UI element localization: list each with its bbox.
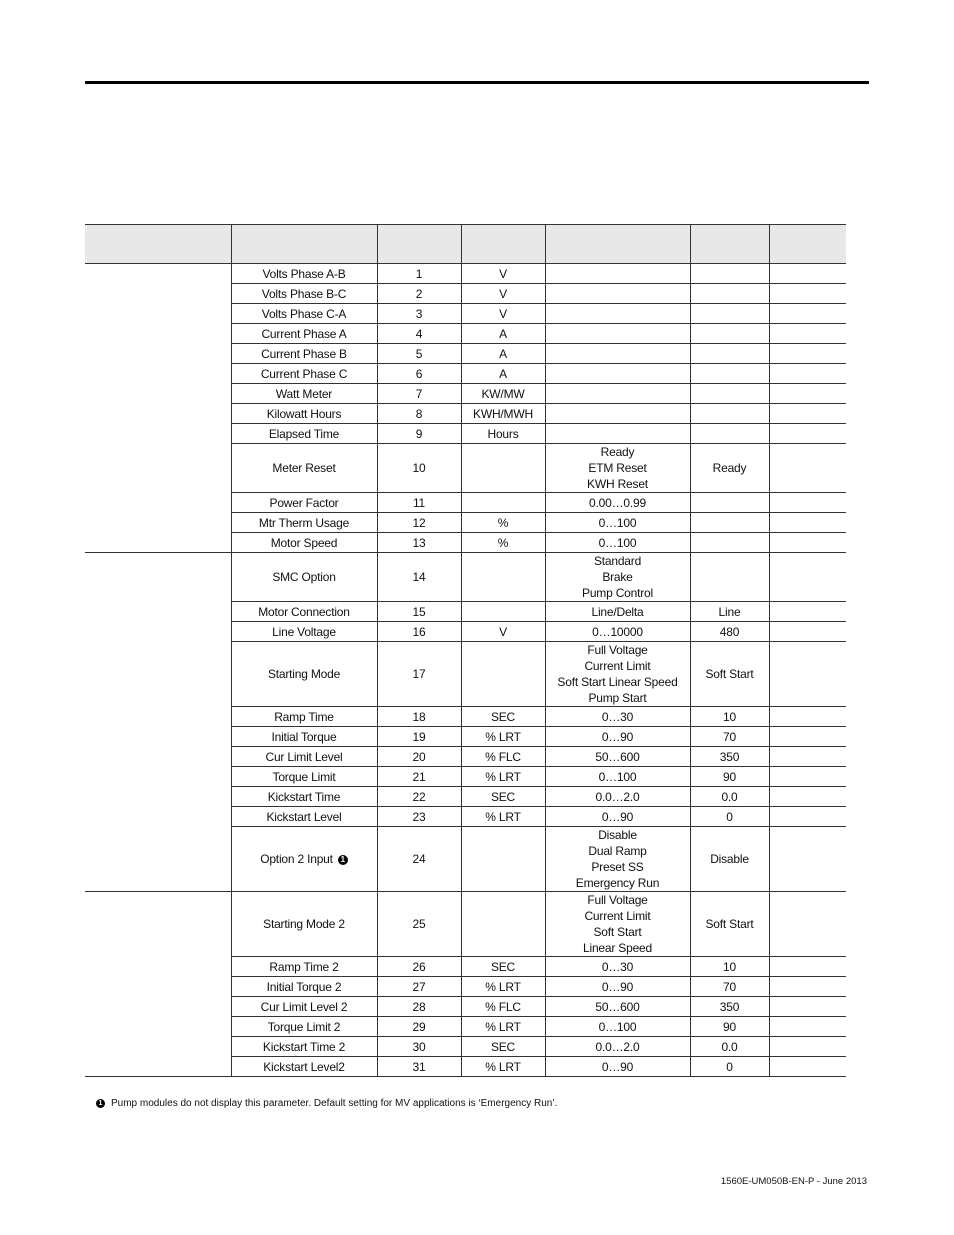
parameter-range xyxy=(545,384,690,404)
header-number xyxy=(377,225,461,264)
parameter-range xyxy=(545,977,690,997)
parameter-name xyxy=(231,513,377,533)
parameter-range xyxy=(545,444,690,493)
range-option: 0.0…2.0 xyxy=(595,789,640,804)
footnote-text: Pump modules do not display this parameter. Default setting for MV applications is ‘Emergency Run’. xyxy=(111,1098,558,1109)
parameter-number: 16 xyxy=(377,622,461,642)
header-group xyxy=(85,225,231,264)
range-option: Full Voltage xyxy=(587,643,648,657)
parameter-name-text: Motor Connection xyxy=(258,604,350,619)
parameter-name xyxy=(231,807,377,827)
parameter-name-text: Ramp Time xyxy=(274,709,334,724)
parameter-user-setting xyxy=(769,424,846,444)
range-option: 0.00…0.99 xyxy=(589,495,646,510)
parameter-default: 90 xyxy=(690,1017,769,1037)
parameter-default: 350 xyxy=(690,997,769,1017)
parameter-units: % LRT xyxy=(461,1017,545,1037)
parameter-default: 0 xyxy=(690,807,769,827)
parameter-default xyxy=(690,304,769,324)
parameter-default xyxy=(690,553,769,602)
parameter-user-setting xyxy=(769,264,846,284)
parameter-number: 15 xyxy=(377,602,461,622)
parameter-name xyxy=(231,1057,377,1077)
parameter-number: 11 xyxy=(377,493,461,513)
group-label xyxy=(85,892,231,1077)
parameter-name xyxy=(231,304,377,324)
parameter-units: % LRT xyxy=(461,767,545,787)
parameter-number: 27 xyxy=(377,977,461,997)
parameter-user-setting xyxy=(769,1017,846,1037)
parameter-range xyxy=(545,807,690,827)
parameter-name-text: Mtr Therm Usage xyxy=(258,515,350,530)
range-option: Soft Start Linear Speed xyxy=(557,675,678,689)
footnote xyxy=(96,1098,557,1109)
range-option: 0…90 xyxy=(601,729,634,744)
parameter-user-setting xyxy=(769,727,846,747)
parameter-range xyxy=(545,787,690,807)
parameter-range xyxy=(545,533,690,553)
parameter-units: A xyxy=(461,344,545,364)
parameter-range xyxy=(545,827,690,892)
parameter-name xyxy=(231,553,377,602)
range-option: 0…30 xyxy=(601,709,634,724)
parameter-range xyxy=(545,284,690,304)
parameter-name xyxy=(231,493,377,513)
range-option: 0…100 xyxy=(598,769,637,784)
parameter-range xyxy=(545,602,690,622)
range-option: Full Voltage xyxy=(587,893,648,907)
parameter-user-setting xyxy=(769,602,846,622)
parameter-name xyxy=(231,727,377,747)
parameter-units: SEC xyxy=(461,1037,545,1057)
parameter-name-text: Cur Limit Level xyxy=(265,749,343,764)
parameter-user-setting xyxy=(769,384,846,404)
range-option: Soft Start xyxy=(593,925,642,939)
parameter-name-text: Volts Phase B-C xyxy=(261,286,347,301)
range-option: 0…30 xyxy=(601,959,634,974)
parameter-user-setting xyxy=(769,304,846,324)
parameter-units: % xyxy=(461,533,545,553)
header-user-setting xyxy=(769,225,846,264)
parameter-name-text: Line Voltage xyxy=(272,624,336,639)
parameter-units: SEC xyxy=(461,957,545,977)
parameter-units: V xyxy=(461,304,545,324)
parameter-name xyxy=(231,622,377,642)
parameter-units xyxy=(461,493,545,513)
parameter-units xyxy=(461,444,545,493)
parameter-user-setting xyxy=(769,324,846,344)
parameter-range xyxy=(545,553,690,602)
parameter-units: V xyxy=(461,264,545,284)
parameter-user-setting xyxy=(769,957,846,977)
parameter-name xyxy=(231,1017,377,1037)
parameter-number: 12 xyxy=(377,513,461,533)
parameter-range xyxy=(545,493,690,513)
parameter-default: 0 xyxy=(690,1057,769,1077)
parameter-units: % LRT xyxy=(461,977,545,997)
parameter-name-text: Torque Limit xyxy=(272,769,336,784)
parameter-name xyxy=(231,324,377,344)
parameter-user-setting xyxy=(769,892,846,957)
range-option: 0.0…2.0 xyxy=(595,1039,640,1054)
parameter-range xyxy=(545,364,690,384)
footnote-marker-icon: 1 xyxy=(96,1099,105,1108)
parameter-number: 5 xyxy=(377,344,461,364)
parameter-units xyxy=(461,827,545,892)
parameter-number: 26 xyxy=(377,957,461,977)
parameter-default xyxy=(690,384,769,404)
parameter-units: SEC xyxy=(461,707,545,727)
parameter-range xyxy=(545,513,690,533)
parameter-units: SEC xyxy=(461,787,545,807)
parameter-user-setting xyxy=(769,553,846,602)
parameter-name xyxy=(231,957,377,977)
parameter-units: % FLC xyxy=(461,997,545,1017)
range-option: 0…90 xyxy=(601,1059,634,1074)
parameter-range xyxy=(545,727,690,747)
parameter-default: Ready xyxy=(690,444,769,493)
table-row xyxy=(85,264,846,284)
parameter-number: 10 xyxy=(377,444,461,493)
range-option: Pump Control xyxy=(582,586,653,600)
parameter-name xyxy=(231,264,377,284)
parameter-default xyxy=(690,493,769,513)
parameter-default: Soft Start xyxy=(690,642,769,707)
top-rule xyxy=(85,81,869,84)
parameter-name-text: Power Factor xyxy=(269,495,339,510)
parameter-number: 7 xyxy=(377,384,461,404)
parameter-name-text: Current Phase A xyxy=(261,326,347,341)
parameter-number: 20 xyxy=(377,747,461,767)
parameter-number: 8 xyxy=(377,404,461,424)
parameter-range xyxy=(545,892,690,957)
parameter-name xyxy=(231,602,377,622)
range-option: Current Limit xyxy=(584,909,651,923)
parameter-user-setting xyxy=(769,767,846,787)
parameter-name-text: Motor Speed xyxy=(270,535,338,550)
range-option: Standard xyxy=(593,554,642,568)
range-option: 50…600 xyxy=(595,999,640,1014)
parameter-units: % LRT xyxy=(461,807,545,827)
parameter-user-setting xyxy=(769,747,846,767)
parameter-name-text: Volts Phase C-A xyxy=(261,306,347,321)
parameter-name-text: Torque Limit 2 xyxy=(267,1019,341,1034)
parameter-name xyxy=(231,344,377,364)
parameter-name xyxy=(231,767,377,787)
parameter-default: Soft Start xyxy=(690,892,769,957)
parameter-name-text: Kickstart Time xyxy=(267,789,341,804)
parameter-range xyxy=(545,622,690,642)
parameter-number: 14 xyxy=(377,553,461,602)
header-units xyxy=(461,225,545,264)
parameter-name-text: Current Phase B xyxy=(261,346,347,361)
parameter-name-text: Starting Mode xyxy=(267,667,341,681)
parameter-name xyxy=(231,364,377,384)
range-option: Pump Start xyxy=(588,691,647,705)
parameter-name xyxy=(231,642,377,707)
parameter-range xyxy=(545,404,690,424)
range-option: 0…90 xyxy=(601,809,634,824)
parameter-default: 0.0 xyxy=(690,1037,769,1057)
parameter-user-setting xyxy=(769,787,846,807)
range-option: 50…600 xyxy=(595,749,640,764)
parameter-units: % LRT xyxy=(461,727,545,747)
parameter-units: KW/MW xyxy=(461,384,545,404)
parameter-default xyxy=(690,264,769,284)
parameter-range xyxy=(545,642,690,707)
parameter-default xyxy=(690,364,769,384)
parameter-range xyxy=(545,324,690,344)
parameter-name-text: Cur Limit Level 2 xyxy=(260,999,348,1014)
parameter-default xyxy=(690,513,769,533)
parameter-name-text: Initial Torque xyxy=(271,729,337,744)
parameter-default xyxy=(690,284,769,304)
parameter-name xyxy=(231,404,377,424)
parameter-number: 24 xyxy=(377,827,461,892)
header-range xyxy=(545,225,690,264)
parameter-units: % xyxy=(461,513,545,533)
parameter-default: 90 xyxy=(690,767,769,787)
parameter-units: A xyxy=(461,324,545,344)
range-option: Line/Delta xyxy=(591,604,644,619)
parameter-default: 350 xyxy=(690,747,769,767)
range-option: KWH Reset xyxy=(587,477,648,491)
parameter-range xyxy=(545,767,690,787)
parameter-name-text: SMC Option xyxy=(272,570,336,584)
parameter-name-text: Kickstart Time 2 xyxy=(262,1039,346,1054)
parameter-number: 1 xyxy=(377,264,461,284)
parameter-name-text: Kickstart Level2 xyxy=(263,1059,345,1074)
parameter-units: V xyxy=(461,622,545,642)
parameter-name-text: Volts Phase A-B xyxy=(262,266,346,281)
header-default xyxy=(690,225,769,264)
parameter-default: 10 xyxy=(690,957,769,977)
parameter-number: 4 xyxy=(377,324,461,344)
parameter-number: 2 xyxy=(377,284,461,304)
parameter-name xyxy=(231,1037,377,1057)
document-id: 1560E-UM050B-EN-P - June 2013 xyxy=(720,1176,867,1187)
parameter-units xyxy=(461,602,545,622)
parameter-name xyxy=(231,827,377,892)
parameter-user-setting xyxy=(769,997,846,1017)
range-option: Disable xyxy=(598,828,637,842)
range-option: Current Limit xyxy=(584,659,651,673)
parameter-number: 6 xyxy=(377,364,461,384)
parameter-name-text: Meter Reset xyxy=(272,461,336,475)
parameter-units: V xyxy=(461,284,545,304)
range-option: ETM Reset xyxy=(588,461,647,475)
parameter-number: 30 xyxy=(377,1037,461,1057)
parameter-name xyxy=(231,707,377,727)
header-parameter xyxy=(231,225,377,264)
parameter-number: 28 xyxy=(377,997,461,1017)
parameter-default xyxy=(690,324,769,344)
parameter-range xyxy=(545,344,690,364)
parameter-default: Line xyxy=(690,602,769,622)
parameter-name-text: Starting Mode 2 xyxy=(263,917,345,931)
parameter-name xyxy=(231,444,377,493)
parameter-user-setting xyxy=(769,642,846,707)
range-option: 0…10000 xyxy=(592,624,643,639)
group-label xyxy=(85,553,231,892)
group-label xyxy=(85,264,231,553)
parameter-name xyxy=(231,533,377,553)
parameter-range xyxy=(545,264,690,284)
parameter-default: 10 xyxy=(690,707,769,727)
parameter-number: 13 xyxy=(377,533,461,553)
parameter-user-setting xyxy=(769,513,846,533)
parameter-name-text: Initial Torque 2 xyxy=(266,979,342,994)
parameter-units xyxy=(461,553,545,602)
parameter-default xyxy=(690,424,769,444)
parameter-name xyxy=(231,977,377,997)
parameter-range xyxy=(545,747,690,767)
parameter-user-setting xyxy=(769,1037,846,1057)
parameter-name-text: Option 2 Input xyxy=(260,852,333,866)
range-option: Brake xyxy=(602,570,633,584)
parameter-units: % LRT xyxy=(461,1057,545,1077)
parameter-user-setting xyxy=(769,404,846,424)
parameter-table xyxy=(85,224,846,1077)
parameter-range xyxy=(545,957,690,977)
parameter-number: 9 xyxy=(377,424,461,444)
parameter-user-setting xyxy=(769,707,846,727)
parameter-number: 23 xyxy=(377,807,461,827)
parameter-number: 29 xyxy=(377,1017,461,1037)
parameter-default: 70 xyxy=(690,977,769,997)
parameter-user-setting xyxy=(769,444,846,493)
parameter-user-setting xyxy=(769,622,846,642)
parameter-number: 18 xyxy=(377,707,461,727)
range-option: 0…100 xyxy=(598,535,637,550)
parameter-name xyxy=(231,997,377,1017)
parameter-range xyxy=(545,424,690,444)
parameter-range xyxy=(545,304,690,324)
range-option: 0…100 xyxy=(598,1019,637,1034)
parameter-number: 21 xyxy=(377,767,461,787)
table-row xyxy=(85,553,846,602)
parameter-name-text: Current Phase C xyxy=(260,366,348,381)
range-option: Linear Speed xyxy=(583,941,652,955)
parameter-number: 25 xyxy=(377,892,461,957)
parameter-name-text: Kickstart Level xyxy=(266,809,342,824)
parameter-units xyxy=(461,892,545,957)
parameter-units: % FLC xyxy=(461,747,545,767)
parameter-default: 0.0 xyxy=(690,787,769,807)
parameter-range xyxy=(545,1017,690,1037)
parameter-user-setting xyxy=(769,364,846,384)
parameter-number: 22 xyxy=(377,787,461,807)
parameter-name-text: Watt Meter xyxy=(275,386,333,401)
parameter-name xyxy=(231,384,377,404)
parameter-name xyxy=(231,892,377,957)
table-header-row xyxy=(85,225,846,264)
parameter-user-setting xyxy=(769,344,846,364)
range-option: 0…90 xyxy=(601,979,634,994)
parameter-user-setting xyxy=(769,977,846,997)
parameter-units: Hours xyxy=(461,424,545,444)
parameter-name-text: Elapsed Time xyxy=(268,426,340,441)
parameter-user-setting xyxy=(769,493,846,513)
parameter-range xyxy=(545,997,690,1017)
parameter-name xyxy=(231,424,377,444)
parameter-user-setting xyxy=(769,827,846,892)
parameter-user-setting xyxy=(769,284,846,304)
parameter-user-setting xyxy=(769,807,846,827)
range-option: Emergency Run xyxy=(575,876,660,890)
parameter-number: 19 xyxy=(377,727,461,747)
note-marker-icon: 1 xyxy=(338,855,348,865)
parameter-range xyxy=(545,1057,690,1077)
parameter-default: Disable xyxy=(690,827,769,892)
parameter-name xyxy=(231,284,377,304)
parameter-name xyxy=(231,747,377,767)
parameter-default: 480 xyxy=(690,622,769,642)
parameter-default xyxy=(690,344,769,364)
parameter-user-setting xyxy=(769,533,846,553)
parameter-units xyxy=(461,642,545,707)
range-option: Ready xyxy=(600,445,635,459)
parameter-name xyxy=(231,787,377,807)
range-option: 0…100 xyxy=(598,515,637,530)
parameter-default xyxy=(690,404,769,424)
range-option: Preset SS xyxy=(591,860,644,874)
parameter-number: 31 xyxy=(377,1057,461,1077)
parameter-range xyxy=(545,1037,690,1057)
parameter-units: KWH/MWH xyxy=(461,404,545,424)
range-option: Dual Ramp xyxy=(588,844,647,858)
table-row xyxy=(85,892,846,957)
parameter-default: 70 xyxy=(690,727,769,747)
parameter-range xyxy=(545,707,690,727)
parameter-name-text: Ramp Time 2 xyxy=(269,959,339,974)
parameter-units: A xyxy=(461,364,545,384)
parameter-number: 3 xyxy=(377,304,461,324)
parameter-default xyxy=(690,533,769,553)
parameter-number: 17 xyxy=(377,642,461,707)
parameter-user-setting xyxy=(769,1057,846,1077)
parameter-name-text: Kilowatt Hours xyxy=(266,406,342,421)
